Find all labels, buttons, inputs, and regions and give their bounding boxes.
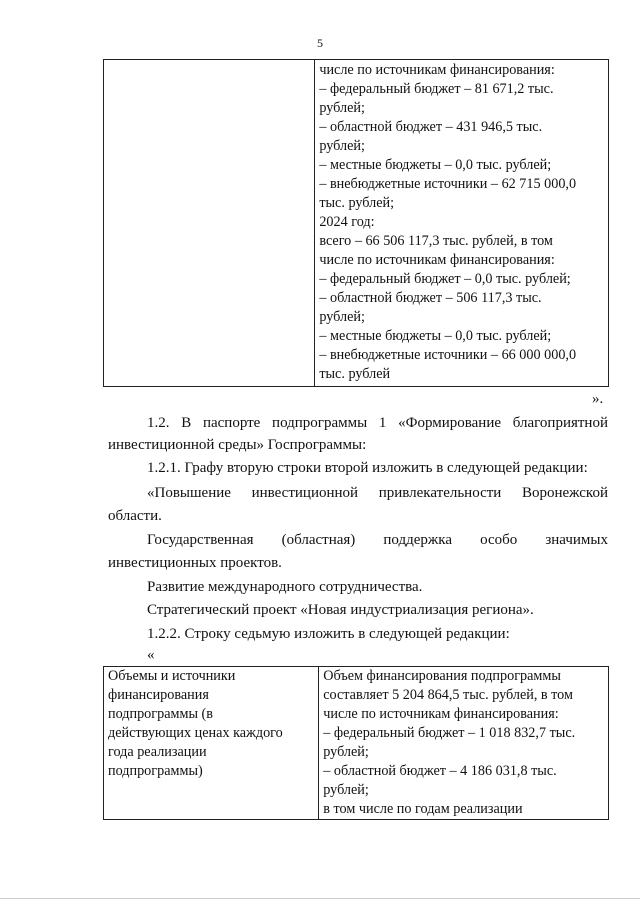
table-cell-funding-text — [319, 667, 609, 820]
table-text-line: в том числе по годам реализации — [323, 801, 523, 817]
table-text-line: подпрограммы) — [108, 763, 203, 779]
page-number: 5 — [317, 36, 323, 50]
table-cell-label — [104, 667, 319, 820]
paragraph-1-2-2: 1.2.2. Строку седьмую изложить в следующей редакции: — [147, 626, 510, 642]
subprogram-funding-table — [103, 666, 609, 820]
table-text-line: – внебюджетные источники – 66 000 000,0 — [319, 347, 577, 363]
table-text-line: – областной бюджет – 4 186 031,8 тыс. — [323, 763, 557, 779]
table-text-line: – местные бюджеты – 0,0 тыс. рублей; — [319, 328, 552, 344]
paragraph-support-line-2: инвестиционных проектов. — [108, 555, 282, 571]
table-text-line: тыс. рублей — [319, 366, 391, 382]
table-text-line: подпрограммы (в — [108, 706, 213, 722]
table-text-line: рублей; — [319, 309, 365, 325]
table-cell-funding-text — [315, 60, 609, 387]
table-text-line: 2024 год: — [319, 214, 375, 230]
paragraph-quote-line-2: области. — [108, 508, 162, 524]
table-text-line: – федеральный бюджет – 0,0 тыс. рублей; — [319, 271, 571, 287]
table-text-line: всего – 66 506 117,3 тыс. рублей, в том — [319, 233, 553, 249]
table-text-line: составляет 5 204 864,5 тыс. рублей, в том — [323, 687, 573, 703]
table-text-line: рублей; — [319, 100, 365, 116]
paragraph-strategic-project: Стратегический проект «Новая индустриализация региона». — [147, 602, 534, 618]
table-text-line: – федеральный бюджет – 1 018 832,7 тыс. — [323, 725, 576, 741]
table-text-line: Объем финансирования подпрограммы — [323, 668, 561, 684]
paragraph-quote-line-1: «Повышение инвестиционной привлекательности Воронежской — [147, 485, 608, 501]
table-text-line: числе по источникам финансирования: — [319, 252, 555, 268]
table-text-line: числе по источникам финансирования: — [323, 706, 559, 722]
table-text-line: – местные бюджеты – 0,0 тыс. рублей; — [319, 157, 552, 173]
paragraph-1-2-line-1: 1.2. В паспорте подпрограммы 1 «Формирование благоприятной — [147, 415, 608, 431]
table-text-line: Объемы и источники — [108, 668, 236, 684]
table-text-line: действующих ценах каждого — [108, 725, 283, 741]
table-text-line: – областной бюджет – 506 117,3 тыс. — [319, 290, 542, 306]
table-text-line: рублей; — [319, 138, 365, 154]
table-row — [104, 667, 609, 820]
table-text-line: – внебюджетные источники – 62 715 000,0 — [319, 176, 577, 192]
paragraph-1-2-line-2: инвестиционной среды» Госпрограммы: — [108, 437, 367, 453]
table-text-line: тыс. рублей; — [319, 195, 395, 211]
table-text-line: года реализации — [108, 744, 207, 760]
funding-table-continued — [103, 59, 609, 387]
page-bottom-rule — [0, 898, 640, 899]
closing-quote: ». — [592, 391, 604, 407]
table-text-line: числе по источникам финансирования: — [319, 62, 555, 78]
paragraph-1-2-1: 1.2.1. Графу вторую строки второй изложить в следующей редакции: — [147, 460, 588, 476]
table-text-line: финансирования — [108, 687, 209, 703]
opening-quote: « — [147, 647, 155, 663]
table-row — [104, 60, 609, 387]
table-cell-left-empty — [104, 60, 315, 387]
paragraph-international: Развитие международного сотрудничества. — [147, 579, 423, 595]
table-text-line: рублей; — [323, 782, 369, 798]
table-text-line: рублей; — [323, 744, 369, 760]
table-text-line: – областной бюджет – 431 946,5 тыс. — [319, 119, 543, 135]
table-text-line: – федеральный бюджет – 81 671,2 тыс. — [319, 81, 554, 97]
paragraph-support-line-1: Государственная (областная) поддержка особо значимых — [147, 532, 608, 548]
